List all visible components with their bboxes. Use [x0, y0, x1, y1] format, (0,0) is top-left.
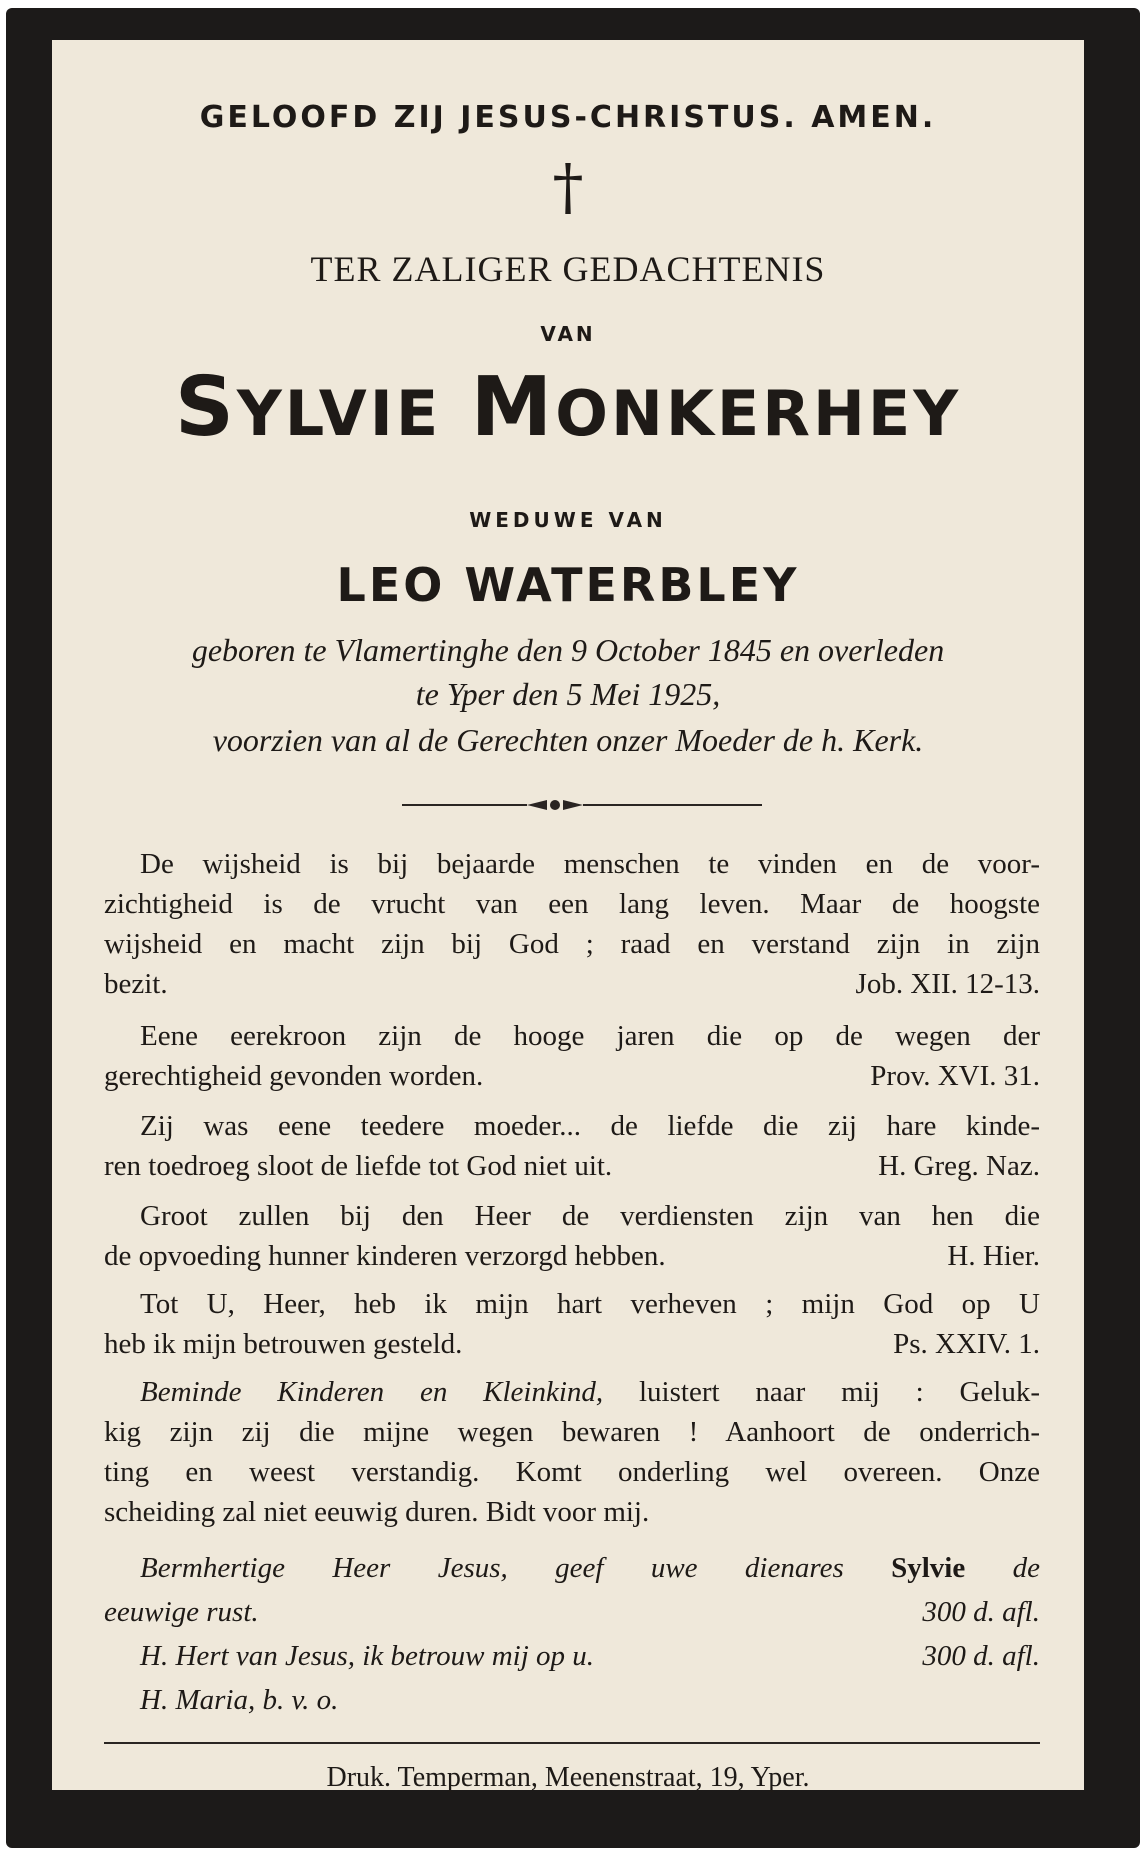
prayer-line-2-indulgence: 300 d. afl.: [922, 1596, 1040, 1628]
prayer-line-1-start: Bermhertige Heer Jesus, geef uwe dienares: [140, 1552, 892, 1584]
invocation-heading: GELOOFD ZIJ JESUS-CHRISTUS. AMEN.: [199, 100, 937, 135]
verse-5-line-1: Tot U, Heer, heb ik mijn hart verheven ; mijn God op U: [140, 1288, 1040, 1320]
verse-1-line-4: [104, 968, 1040, 1001]
printer-credit: Druk. Temperman, Meenenstraat, 19, Yper.: [326, 1762, 810, 1793]
address-line-2: kig zijn zij die mijne wegen bewaren ! Aanhoort de onderrich-: [104, 1416, 1040, 1448]
verse-3-line-1: Zij was eene teedere moeder... de liefde die zij hare kinde-: [140, 1110, 1040, 1142]
prayer-line-3-text: H. Hert van Jesus, ik betrouw mij op u.: [140, 1640, 595, 1672]
prayer-line-3: [104, 1640, 1040, 1673]
address-italic-start: Beminde Kinderen en Kleinkind,: [140, 1376, 604, 1408]
prayer-line-1-end: de: [965, 1552, 1040, 1584]
birth-line-1: geboren te Vlamertinghe den 9 October 1845 en overleden: [191, 632, 945, 668]
prayer-line-3-indulgence: 300 d. afl.: [922, 1640, 1040, 1672]
deceased-last-rest: ONKERHEY: [555, 377, 962, 450]
prayer-line-2-text: eeuwige rust.: [104, 1596, 259, 1628]
verse-1-line-3: wijsheid en macht zijn bij God ; raad en verstand zijn in zijn: [104, 928, 1040, 960]
cross-icon: †: [552, 150, 584, 223]
verse-1-line-4-text: bezit.: [104, 968, 168, 1000]
address-line-4: scheiding zal niet eeuwig duren. Bidt voor mij.: [104, 1496, 650, 1528]
verse-1-line-1: De wijsheid is bij bejaarde menschen te vinden en de voor-: [140, 848, 1040, 880]
verse-2-line-1: Eene eerekroon zijn de hooge jaren die op de wegen der: [140, 1020, 1040, 1052]
prayer-line-2: [104, 1596, 1040, 1629]
ornament-divider: [402, 798, 762, 812]
verse-4-reference: H. Hier.: [947, 1240, 1040, 1272]
van-label: VAN: [540, 322, 596, 346]
deceased-first-rest: YLVIE: [236, 377, 442, 450]
deceased-first-initial: S: [174, 360, 237, 455]
verse-5-line-2: [104, 1328, 1040, 1361]
verse-3-line-2: [104, 1150, 1040, 1183]
verse-3-line-2-text: ren toedroeg sloot de liefde tot God niet uit.: [104, 1150, 613, 1182]
verse-2-line-2-text: gerechtigheid gevonden worden.: [104, 1060, 484, 1092]
birth-line-2: te Yper den 5 Mei 1925,: [415, 676, 721, 712]
verse-3-reference: H. Greg. Naz.: [878, 1150, 1040, 1182]
verse-2-line-2: [104, 1060, 1040, 1093]
verse-4-line-2-text: de opvoeding hunner kinderen verzorgd hebben.: [104, 1240, 666, 1272]
verse-1-line-2: zichtigheid is de vrucht van een lang leven. Maar de hoogste: [104, 888, 1040, 920]
verse-1-reference: Job. XII. 12-13.: [855, 968, 1040, 1000]
address-line-3: ting en weest verstandig. Komt onderling wel overeen. Onze: [104, 1456, 1040, 1488]
birth-line-3: voorzien van al de Gerechten onzer Moeder de h. Kerk.: [212, 722, 924, 758]
prayer-line-1: [104, 1552, 1040, 1585]
footer-rule: [104, 1742, 1040, 1744]
verse-5-line-2-text: heb ik mijn betrouwen gesteld.: [104, 1328, 463, 1360]
verse-5-reference: Ps. XXIV. 1.: [893, 1328, 1040, 1360]
deceased-name: [52, 360, 1084, 455]
prayer-line-4: H. Maria, b. v. o.: [140, 1684, 339, 1716]
deceased-last-initial: M: [470, 360, 556, 455]
verse-4-line-1: Groot zullen bij den Heer de verdiensten zijn van hen die: [140, 1200, 1040, 1232]
prayer-name: Sylvie: [891, 1552, 966, 1584]
memory-heading: TER ZALIGER GEDACHTENIS: [310, 249, 826, 289]
verse-4-line-2: [104, 1240, 1040, 1273]
address-line-1-rest: luistert naar mij : Geluk-: [603, 1376, 1040, 1408]
widow-of-label: WEDUWE VAN: [469, 508, 667, 532]
verse-2-reference: Prov. XVI. 31.: [870, 1060, 1040, 1092]
husband-name: LEO WATERBLEY: [336, 558, 800, 612]
memorial-card: [52, 40, 1084, 1793]
address-line-1: [104, 1376, 1040, 1409]
